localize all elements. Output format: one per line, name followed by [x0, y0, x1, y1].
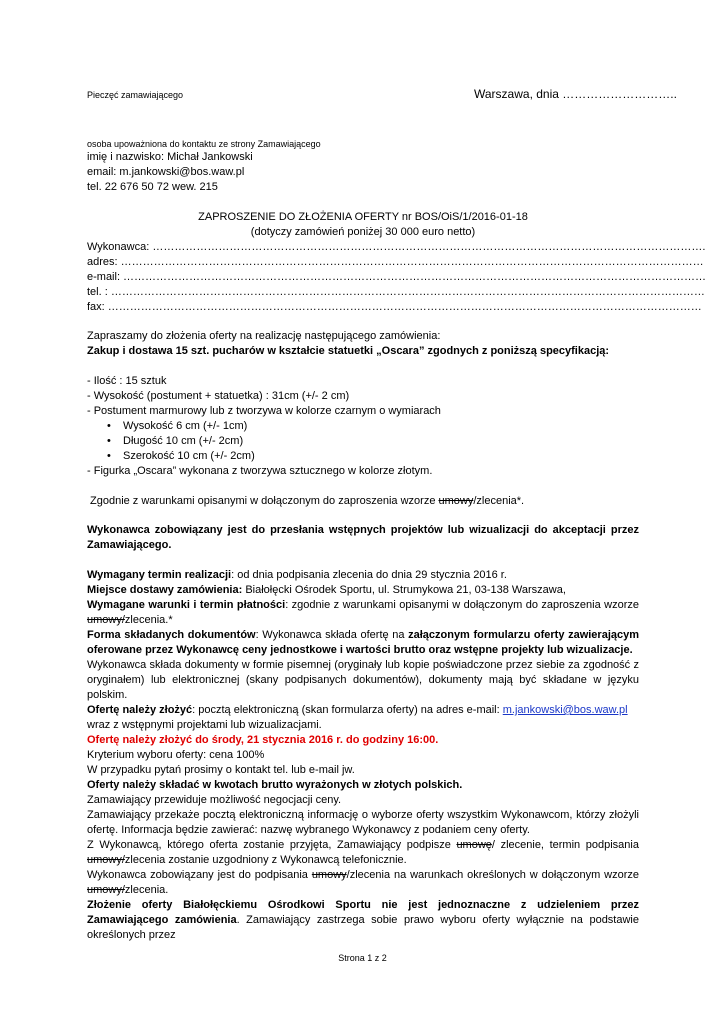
documents-note: Wykonawca składa dokumenty w formie pisemnej (oryginały lub kopie poświadczone przez siebie za zgodność z oryginałem) lub elektronicznej (skany podpisanych dokumentów), dokumenty mają być składane w języku polskim.	[87, 659, 639, 701]
fax-field: fax: ………………………………………………………………………………………………………………………………………………	[87, 301, 702, 313]
submit-email-link[interactable]: m.jankowski@bos.waw.pl	[502, 704, 628, 716]
criterion: Kryterium wyboru oferty: cena 100%	[87, 749, 265, 761]
contractor-field: Wykonawca: …………………………………………………………………………………………………………………………………….	[87, 241, 706, 253]
spec-base: - Postument marmurowy lub z tworzywa w kolorze czarnym o wymiarach	[87, 405, 441, 417]
terms-note: Zgodnie z warunkami opisanymi w dołączonym do zaproszenia wzorze umowy/zlecenia*.	[90, 495, 525, 507]
contact-phone: tel. 22 676 50 72 wew. 215	[87, 181, 218, 193]
gross-note: Oferty należy składać w kwotach brutto wyrażonych w złotych polskich.	[87, 779, 463, 791]
invite-text: Zapraszamy do złożenia oferty na realizację następującego zamówienia:	[87, 330, 441, 342]
spec-height: - Wysokość (postument + statuetka) : 31cm (+/- 2 cm)	[87, 390, 350, 402]
stamp-label: Pieczęć zamawiającego	[87, 90, 184, 100]
documents-form: Forma składanych dokumentów: Wykonawca składa ofertę na załączonym formularzu oferty zawierającym oferowane przez Wykonawcę ceny jednostkowe i wartości brutto oraz wstępne projekty lub wizualizacje.	[87, 629, 640, 656]
deadline: Ofertę należy złożyć do środy, 21 stycznia 2016 r. do godziny 16:00.	[87, 734, 439, 746]
page-subtitle: (dotyczy zamówień poniżej 30 000 euro netto)	[250, 226, 476, 238]
contact-intro: osoba upoważniona do kontaktu ze strony Zamawiającego	[87, 139, 321, 149]
page-title: ZAPROSZENIE DO ZŁOŻENIA OFERTY nr BOS/OiS/1/2016-01-18	[198, 211, 528, 223]
order-subject: Zakup i dostawa 15 szt. pucharów w kształcie statuetki „Oscara” zgodnych z poniższą specyfikacją:	[87, 345, 610, 357]
questions-note: W przypadku pytań prosimy o kontakt tel. lub e-mail jw.	[87, 764, 355, 776]
selection-info: Zamawiający przekaże pocztą elektroniczną informację o wyborze oferty wszystkim Wykonawcom, którzy złożyli ofertę. Informacja będzie zawierać: nazwę wybranego Wykonawcy z podaniem ceny oferty.	[87, 809, 639, 836]
negotiation-note: Zamawiający przewiduje możliwość negocjacji ceny.	[87, 794, 342, 806]
contact-email: email: m.jankowski@bos.waw.pl	[87, 166, 245, 178]
delivery-place: Miejsce dostawy zamówienia: Białołęcki Ośrodek Sportu, ul. Strumykowa 21, 03-138 Warszawa,	[87, 584, 566, 596]
contract-signing: Z Wykonawcą, którego oferta zostanie przyjęta, Zamawiający podpisze umowę/ zlecenie, termin podpisania umowy/zlecenia zostanie uzgodniony z Wykonawcą telefonicznie.	[87, 839, 639, 866]
page-number: Strona 1 z 2	[338, 953, 387, 963]
signing-obligation: Wykonawca zobowiązany jest do podpisania umowy/zlecenia na warunkach określonych w dołączonym wzorze umowy/zlecenia.	[87, 869, 640, 896]
email-field: e-mail: ……………………………………………………………………………………………………………………………………………	[87, 271, 707, 283]
spec-bullet-item: • Wysokość 6 cm (+/- 1cm)	[107, 420, 248, 432]
payment-terms: Wymagane warunki i termin płatności: zgodnie z warunkami opisanymi w dołączonym do zaproszenia wzorze umowy/zlecenia.*	[87, 599, 640, 626]
submit-attachments: wraz z wstępnymi projektami lub wizualizacjami.	[87, 719, 322, 731]
delivery-term: Wymagany termin realizacji: od dnia podpisania zlecenia do dnia 29 stycznia 2016 r.	[87, 569, 507, 581]
spec-bullet-item: • Szerokość 10 cm (+/- 2cm)	[107, 450, 255, 462]
spec-bullet-item: • Długość 10 cm (+/- 2cm)	[107, 435, 244, 447]
spec-figure: - Figurka „Oscara” wykonana z tworzywa sztucznego w kolorze złotym.	[87, 465, 433, 477]
final-clause: Złożenie oferty Białołęckiemu Ośrodkowi Sportu nie jest jednoznaczne z udzieleniem przez Zamawiającego zamówienia. Zamawiający zastrzega sobie prawo wyboru oferty wyłącznie na podstawie określonych przez	[87, 899, 639, 941]
obligation-note: Wykonawca zobowiązany jest do przesłania wstępnych projektów lub wizualizacji do akceptacji przez Zamawiającego.	[87, 524, 639, 551]
address-field: adres: ……………………………………………………………………………………………………………………………………………	[87, 256, 704, 268]
place-date: Warszawa, dnia ………………………..	[474, 87, 677, 101]
submit-method: Ofertę należy złożyć: pocztą elektroniczną (skan formularza oferty) na adres e-mail: m.jankowski@bos.waw.pl	[87, 704, 628, 716]
contact-name: imię i nazwisko: Michał Jankowski	[87, 151, 253, 163]
tel-field: tel. : ………………………………………………………………………………………………………………………………………………	[87, 286, 705, 298]
spec-quantity: - Ilość : 15 sztuk	[87, 375, 167, 387]
